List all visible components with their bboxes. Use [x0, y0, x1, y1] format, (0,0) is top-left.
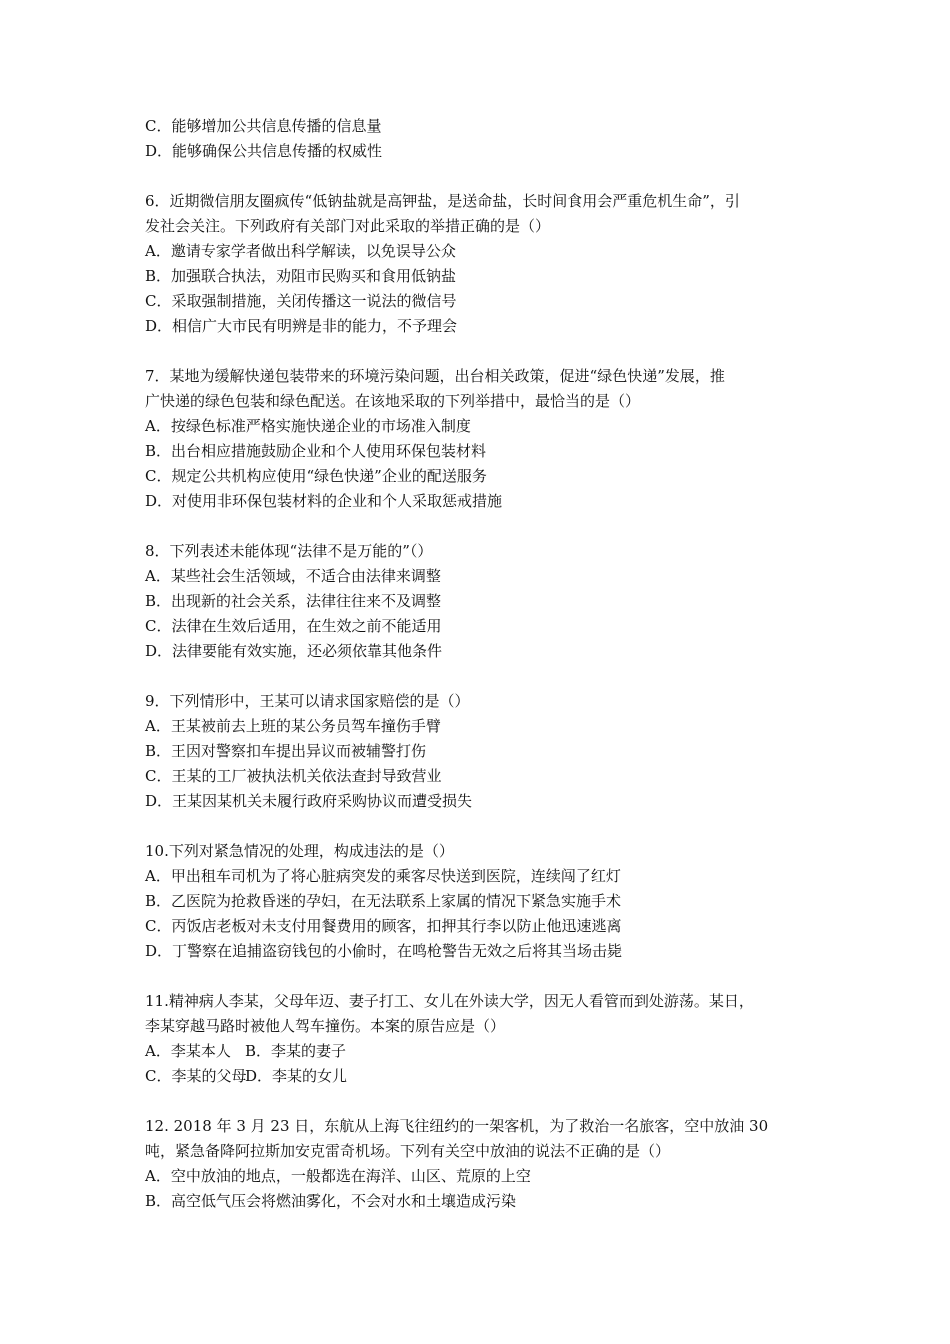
question-stem: 9．下列情形中，王某可以请求国家赔偿的是（） [145, 692, 470, 710]
question-stem: 8．下列表述未能体现“法律不是万能的”（） [145, 542, 433, 560]
option-c: C．王某的工厂被执法机关依法查封导致营业 [145, 767, 442, 785]
option-a: A．按绿色标准严格实施快递企业的市场准入制度 [145, 417, 471, 435]
question-stem: 11.精神病人李某，父母年迈、妻子打工、女儿在外读大学，因无人看管而到处游荡。某日， [145, 992, 754, 1010]
question-stem: 6．近期微信朋友圈疯传“低钠盐就是高钾盐，是送命盐，长时间食用会严重危机生命”，引 [145, 192, 740, 210]
question-9 [145, 689, 811, 814]
option-b: B．高空低气压会将燃油雾化，不会对水和土壤造成污染 [145, 1192, 517, 1210]
option-a: A．空中放油的地点，一般都选在海洋、山区、荒原的上空 [145, 1167, 531, 1185]
option-d: D．能够确保公共信息传播的权威性 [145, 142, 383, 160]
option-d: D．王某因某机关未履行政府采购协议而遭受损失 [145, 792, 473, 810]
option-c: C．法律在生效后适用，在生效之前不能适用 [145, 617, 442, 635]
question-7 [145, 364, 811, 514]
question-stem: 吨，紧急备降阿拉斯加安克雷奇机场。下列有关空中放油的说法不正确的是（） [145, 1142, 671, 1160]
option-b: B．出现新的社会关系，法律往往来不及调整 [145, 592, 442, 610]
option-d: D．法律要能有效实施，还必须依靠其他条件 [145, 642, 443, 660]
option-b: B．李某的妻子 [245, 1042, 347, 1060]
question-stem: 12. 2018 年 3 月 23 日，东航从上海飞往纽约的一架客机，为了救治一名旅客，空中放油 30 [145, 1117, 769, 1135]
options-row [145, 1039, 811, 1064]
option-b: B．乙医院为抢救昏迷的孕妇，在无法联系上家属的情况下紧急实施手术 [145, 892, 622, 910]
option-c: C．李某的父母 [145, 1067, 247, 1085]
option-a: A．甲出租车司机为了将心脏病突发的乘客尽快送到医院，连续闯了红灯 [145, 867, 621, 885]
option-c: C．丙饭店老板对未支付用餐费用的顾客，扣押其行李以防止他迅速逃离 [145, 917, 622, 935]
question-stem: 广快递的绿色包装和绿色配送。在该地采取的下列举措中，最恰当的是（） [145, 392, 641, 410]
question-10 [145, 839, 811, 964]
question-stem: 李某穿越马路时被他人驾车撞伤。本案的原告应是（） [145, 1017, 506, 1035]
option-c: C．采取强制措施，关闭传播这一说法的微信号 [145, 292, 457, 310]
option-d: D．李某的女儿 [245, 1067, 348, 1085]
option-a: A．某些社会生活领域，不适合由法律来调整 [145, 567, 441, 585]
option-d: D．相信广大市民有明辨是非的能力，不予理会 [145, 317, 458, 335]
option-c: C．能够增加公共信息传播的信息量 [145, 117, 382, 135]
question-8 [145, 539, 811, 664]
question-stem: 10.下列对紧急情况的处理，构成违法的是（） [145, 842, 454, 860]
option-b: B．王因对警察扣车提出异议而被辅警打伤 [145, 742, 427, 760]
options-row [145, 1064, 811, 1089]
option-d: D．丁警察在追捕盗窃钱包的小偷时，在鸣枪警告无效之后将其当场击毙 [145, 942, 623, 960]
question-stem: 7．某地为缓解快递包装带来的环境污染问题，出台相关政策，促进“绿色快递”发展，推 [145, 367, 725, 385]
option-c: C．规定公共机构应使用“绿色快递”企业的配送服务 [145, 467, 487, 485]
option-d: D．对使用非环保包装材料的企业和个人采取惩戒措施 [145, 492, 503, 510]
exam-page [145, 114, 811, 1214]
question-11 [145, 989, 811, 1089]
option-a: A．邀请专家学者做出科学解读，以免误导公众 [145, 242, 456, 260]
option-a: A．王某被前去上班的某公务员驾车撞伤手臂 [145, 717, 441, 735]
option-b: B．出台相应措施鼓励企业和个人使用环保包装材料 [145, 442, 487, 460]
question-6 [145, 189, 811, 339]
question-stem: 发社会关注。下列政府有关部门对此采取的举措正确的是（） [145, 217, 551, 235]
question-5-tail [145, 114, 811, 164]
option-a: A．李某本人 [145, 1042, 231, 1060]
option-b: B．加强联合执法，劝阻市民购买和食用低钠盐 [145, 267, 457, 285]
question-12 [145, 1114, 811, 1214]
